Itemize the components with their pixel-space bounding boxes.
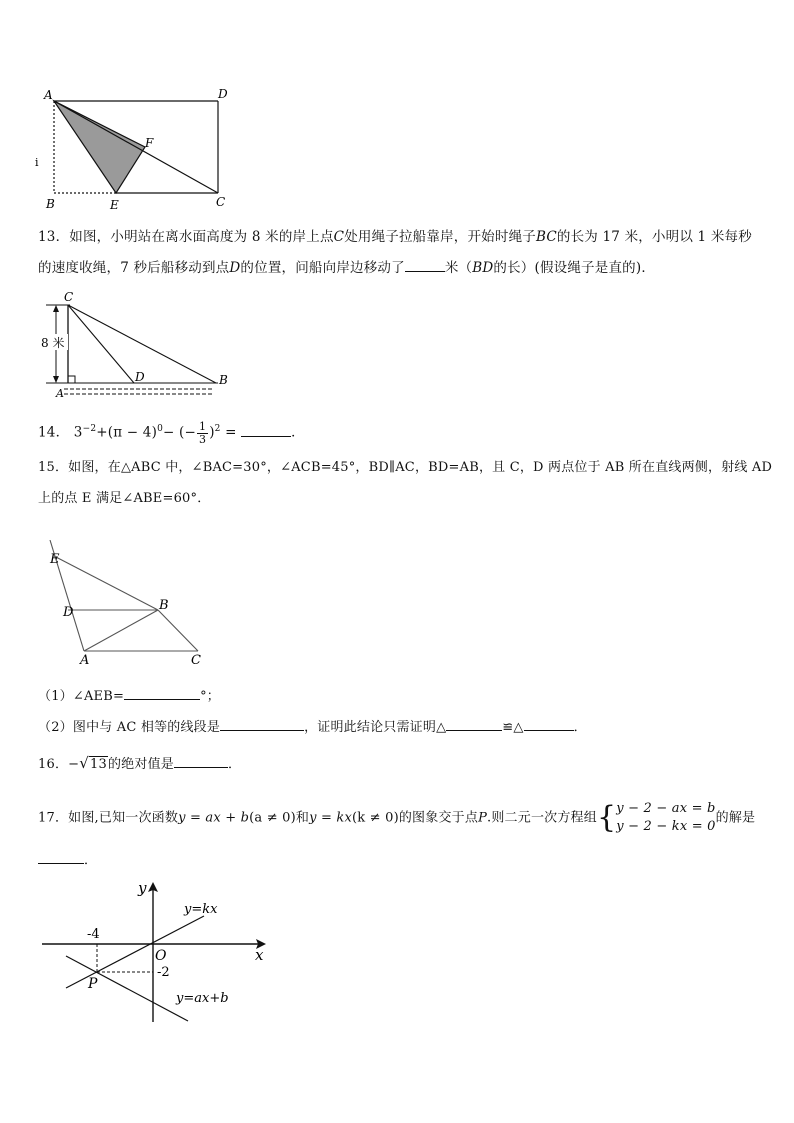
answer-blank[interactable] <box>446 716 502 731</box>
label-minus4: -4 <box>87 927 100 942</box>
equation-system: y − 2 − ax = b y − 2 − kx = 0 <box>616 801 716 834</box>
seg-eb <box>54 556 158 610</box>
label-c: C <box>64 290 74 304</box>
arrow-down <box>53 376 59 383</box>
q17-line1: 17．如图,已知一次函数y = ax + b(a ≠ 0)和y = kx(k ≠ 0)的图象交于点P.则二元一次方程组{ y − 2 − ax = b y − 2 − kx = 0 的解是 <box>38 800 756 835</box>
label-kx: y=kx <box>184 902 218 917</box>
label-stray: i <box>35 156 39 169</box>
answer-blank[interactable] <box>405 257 445 272</box>
height-label: 8 米 <box>41 336 65 350</box>
q15-figure <box>40 540 220 670</box>
label-a: A <box>56 387 64 400</box>
q13-line2: 的速度收绳，7 秒后船移动到点D的位置，问船向岸边移动了 米（BD的长）(假设绳子是直的)． <box>38 255 655 281</box>
label-minus2: -2 <box>157 965 170 980</box>
q17-line2: ． <box>38 848 97 874</box>
label-d: D <box>218 87 228 101</box>
label-b: B <box>219 373 228 387</box>
label-e: E <box>110 198 119 212</box>
line-ax-b <box>66 956 188 1021</box>
seg-ab <box>84 610 158 651</box>
label-a: A <box>80 653 90 668</box>
answer-blank[interactable] <box>220 716 304 731</box>
answer-blank[interactable] <box>124 685 200 700</box>
rectangle-figure <box>30 84 250 214</box>
q15-line2: 上的点 E 满足∠ABE=60°． <box>38 491 211 506</box>
label-p: P <box>88 976 98 992</box>
label-axb: y=ax+b <box>176 991 229 1006</box>
shaded-triangle <box>54 101 145 193</box>
label-b: B <box>159 598 169 613</box>
q15-line1: 15．如图，在△ABC 中，∠BAC=30°，∠ACB=45°，BD∥AC，BD=AB，且 C，D 两点位于 AB 所在直线两侧，射线 AD <box>38 460 773 475</box>
answer-blank[interactable] <box>241 422 291 437</box>
arrow-up <box>53 305 59 312</box>
q14: 14． $3^{-2}+(\pi - 4)^0-$ (− $\frac{1}{3}$ )$^2$ = ． <box>38 419 305 446</box>
label-x: x <box>255 946 264 964</box>
q16: 16．−√13的绝对值是 ． <box>38 754 242 772</box>
q13-figure <box>34 288 234 403</box>
label-d: D <box>135 370 145 384</box>
right-angle-mark <box>68 376 75 383</box>
label-d: D <box>63 605 74 620</box>
diagonal-ac <box>54 101 218 193</box>
label-y: y <box>138 879 147 897</box>
seg-bc <box>158 610 198 651</box>
label-b: B <box>46 197 55 211</box>
q15-sub2: （2）图中与 AC 相等的线段是 ，证明此结论只需证明△ ≌△ ． <box>38 715 587 741</box>
label-c: C <box>191 653 201 668</box>
label-o: O <box>155 948 167 964</box>
q13-line1: 13．如图，小明站在离水面高度为 8 米的岸上点C处用绳子拉船靠岸，开始时绳子BC的长为 17 米，小明以 1 米每秒 <box>38 229 752 245</box>
answer-blank[interactable] <box>524 716 574 731</box>
answer-blank[interactable] <box>174 753 228 768</box>
label-c: C <box>216 195 226 209</box>
label-e: E <box>50 552 60 567</box>
answer-blank[interactable] <box>38 849 84 864</box>
q17-graph <box>36 876 276 1028</box>
q15-sub1: （1）∠AEB= °； <box>38 684 220 710</box>
label-a: A <box>44 88 53 102</box>
label-f: F <box>145 136 154 150</box>
rope-cd <box>68 305 134 383</box>
